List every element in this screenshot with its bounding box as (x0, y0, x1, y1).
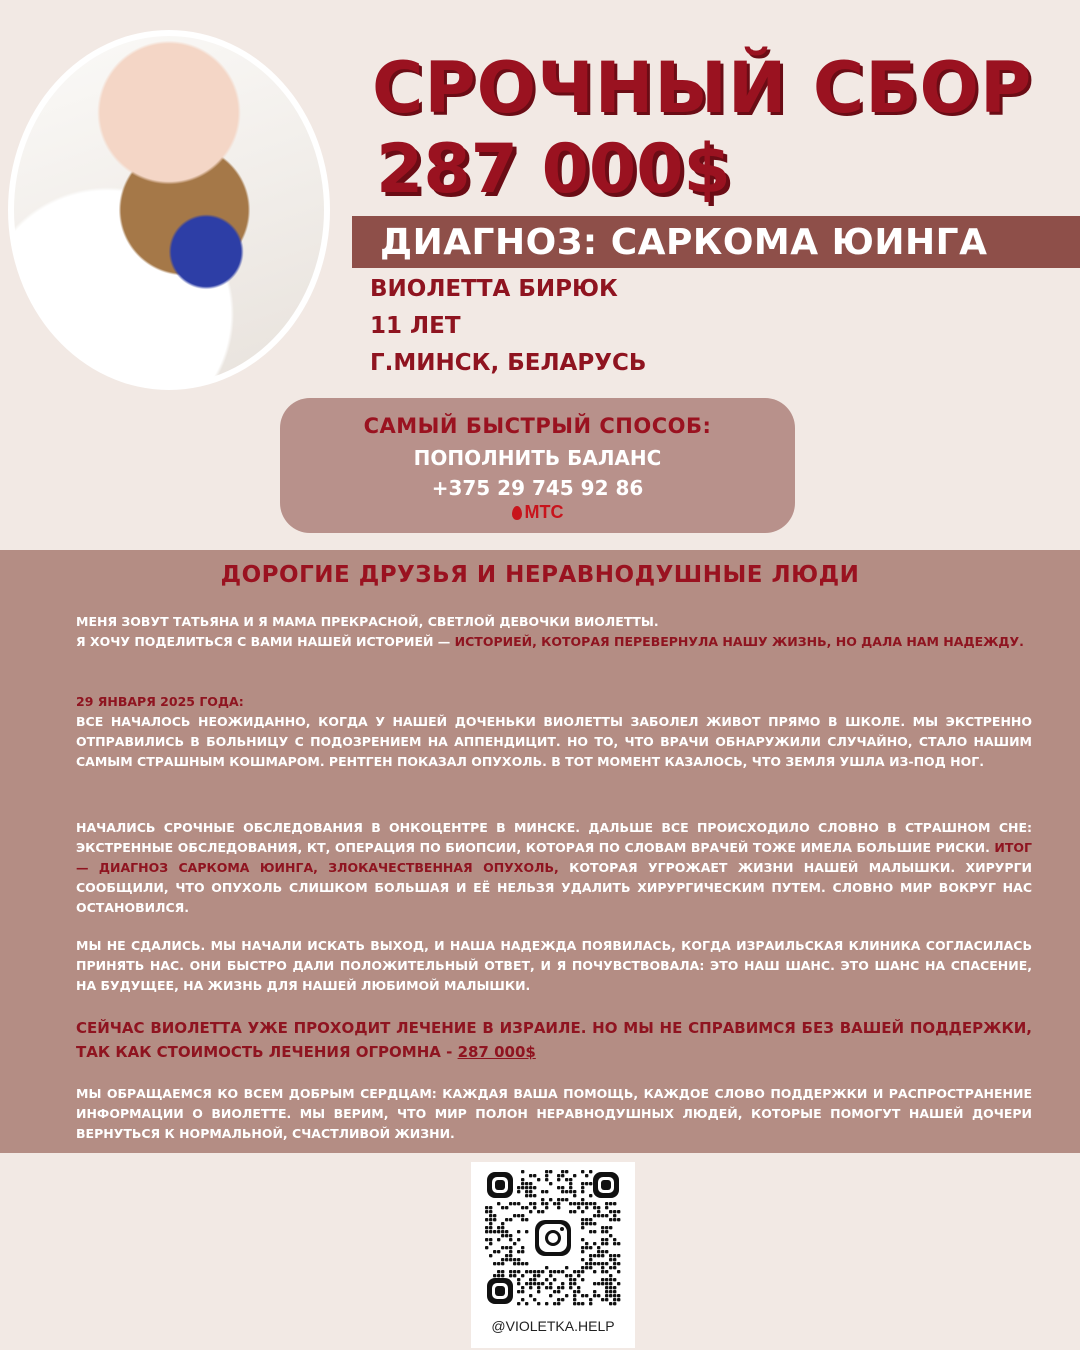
instagram-handle[interactable]: @VIOLETKA.HELP (491, 1318, 615, 1334)
payment-box (280, 398, 795, 533)
amount-title: 287 000$ (376, 130, 731, 209)
payment-method: ПОПОЛНИТЬ БАЛАНС (413, 446, 662, 470)
intro-line-1: МЕНЯ ЗОВУТ ТАТЬЯНА И Я МАМА ПРЕКРАСНОЙ, СВЕТЛОЙ ДЕВОЧКИ ВИОЛЕТТЫ. (76, 614, 659, 629)
instagram-icon (531, 1216, 575, 1260)
story-paragraph-2: ВСЕ НАЧАЛОСЬ НЕОЖИДАННО, КОГДА У НАШЕЙ ДОЧЕНЬКИ ВИОЛЕТТЫ ЗАБОЛЕЛ ЖИВОТ ПРЯМО В ШКОЛЕ. МЫ ЭКСТРЕННО ОТПРАВИЛИСЬ В БОЛЬНИЦУ С ПОДОЗРЕНИЕМ НА АППЕНДИЦИТ. НО ТО, ЧТО ВРАЧИ ОБНАРУЖИЛИ СЛУЧАЙНО, СТАЛО НАШИМ САМЫМ СТРАШНЫМ КОШМАРОМ. РЕНТГЕН ПОКАЗАЛ ОПУХОЛЬ. В ТОТ МОМЕНТ КАЗАЛОСЬ, ЧТО ЗЕМЛЯ УШЛА ИЗ-ПОД НОГ. (76, 714, 1032, 769)
diagnosis-label: ДИАГНОЗ: САРКОМА ЮИНГА (380, 221, 988, 263)
intro-line-2: Я ХОЧУ ПОДЕЛИТЬСЯ С ВАМИ НАШЕЙ ИСТОРИЕЙ — (76, 634, 455, 649)
child-name: ВИОЛЕТТА БИРЮК (370, 276, 618, 302)
mts-logo (512, 502, 564, 523)
story-paragraph-4: МЫ НЕ СДАЛИСЬ. МЫ НАЧАЛИ ИСКАТЬ ВЫХОД, И НАША НАДЕЖДА ПОЯВИЛАСЬ, КОГДА ИЗРАИЛЬСКАЯ КЛИНИКА СОГЛАСИЛАСЬ ПРИНЯТЬ НАС. ОНИ БЫСТРО ДАЛИ ПОЛОЖИТЕЛЬНЫЙ ОТВЕТ, И Я ПОЧУВСТВОВАЛА: ЭТО НАШ ШАНС. ЭТО ШАНС НА СПАСЕНИЕ, НА БУДУЩЕЕ, НА ЖИЗНЬ ДЛЯ НАШЕЙ ЛЮБИМОЙ МАЛЫШКИ. (76, 938, 1032, 993)
child-city: Г.МИНСК, БЕЛАРУСЬ (370, 350, 647, 376)
story-date-block (76, 692, 1032, 772)
story-p5-amount: 287 000$ (457, 1043, 536, 1061)
mts-egg-icon (512, 506, 522, 520)
story-paragraph-6: МЫ ОБРАЩАЕМСЯ КО ВСЕМ ДОБРЫМ СЕРДЦАМ: КАЖДАЯ ВАША ПОМОЩЬ, КАЖДОЕ СЛОВО ПОДДЕРЖКИ И РАСПРОСТРАНЕНИЕ ИНФОРМАЦИИ О ВИОЛЕТТЕ. МЫ ВЕРИМ, ЧТО МИР ПОЛОН НЕРАВНОДУШНЫХ ЛЮДЕЙ, КОТОРЫЕ ПОМОГУТ НАШЕЙ ДОЧЕРИ ВЕРНУТЬСЯ К НОРМАЛЬНОЙ, СЧАСТЛИВОЙ ЖИЗНИ. (76, 1086, 1032, 1141)
story-section (0, 550, 1080, 1153)
story-p5-text: СЕЙЧАС ВИОЛЕТТА УЖЕ ПРОХОДИТ ЛЕЧЕНИЕ В ИЗРАИЛЕ. НО МЫ НЕ СПРАВИМСЯ БЕЗ ВАШЕЙ ПОДДЕРЖКИ, ТАК КАК СТОИМОСТЬ ЛЕЧЕНИЯ ОГРОМНА - (76, 1019, 1032, 1061)
diagnosis-bar (352, 216, 1080, 268)
story-date: 29 ЯНВАРЯ 2025 ГОДА: (76, 694, 244, 709)
story-heading: ДОРОГИЕ ДРУЗЬЯ И НЕРАВНОДУШНЫЕ ЛЮДИ (220, 562, 860, 588)
child-photo (8, 30, 330, 390)
story-p3-part-a: НАЧАЛИСЬ СРОЧНЫЕ ОБСЛЕДОВАНИЯ В ОНКОЦЕНТРЕ В МИНСКЕ. ДАЛЬШЕ ВСЕ ПРОИСХОДИЛО СЛОВНО В СТРАШНОМ СНЕ: ЭКСТРЕННЫЕ ОБСЛЕДОВАНИЯ, КТ, ОПЕРАЦИЯ ПО БИОПСИИ, КОТОРАЯ ПО СЛОВАМ ВРАЧЕЙ ТОЖЕ ИМЕЛА БОЛЬШИЕ РИСКИ. (76, 820, 1032, 855)
story-p3-diagnosis: ИТОГ — ДИАГНОЗ САРКОМА ЮИНГА, ЗЛОКАЧЕСТВЕННАЯ ОПУХОЛЬ, (76, 840, 1032, 875)
payment-phone[interactable]: +375 29 745 92 86 (431, 476, 644, 500)
child-age: 11 ЛЕТ (370, 313, 461, 339)
story-intro (76, 612, 1032, 652)
story-paragraph-5 (76, 1016, 1032, 1064)
mts-logo-text: МТС (524, 502, 564, 522)
payment-title: САМЫЙ БЫСТРЫЙ СПОСОБ: (363, 414, 712, 438)
qr-code[interactable] (483, 1168, 623, 1308)
story-paragraph-3 (76, 818, 1032, 918)
qr-card[interactable] (471, 1162, 635, 1348)
story-p3-part-c: КОТОРАЯ УГРОЖАЕТ ЖИЗНИ НАШЕЙ МАЛЫШКИ. ХИРУРГИ СООБЩИЛИ, ЧТО ОПУХОЛЬ СЛИШКОМ БОЛЬШАЯ И ЕЁ НЕЛЬЗЯ УДАЛИТЬ ХИРУРГИЧЕСКИМ ПУТЕМ. СЛОВНО МИР ВОКРУГ НАС ОСТАНОВИЛСЯ. (76, 860, 1032, 915)
intro-highlight: ИСТОРИЕЙ, КОТОРАЯ ПЕРЕВЕРНУЛА НАШУ ЖИЗНЬ, НО ДАЛА НАМ НАДЕЖДУ. (454, 634, 1024, 649)
urgent-title: СРОЧНЫЙ СБОР (372, 47, 1033, 129)
